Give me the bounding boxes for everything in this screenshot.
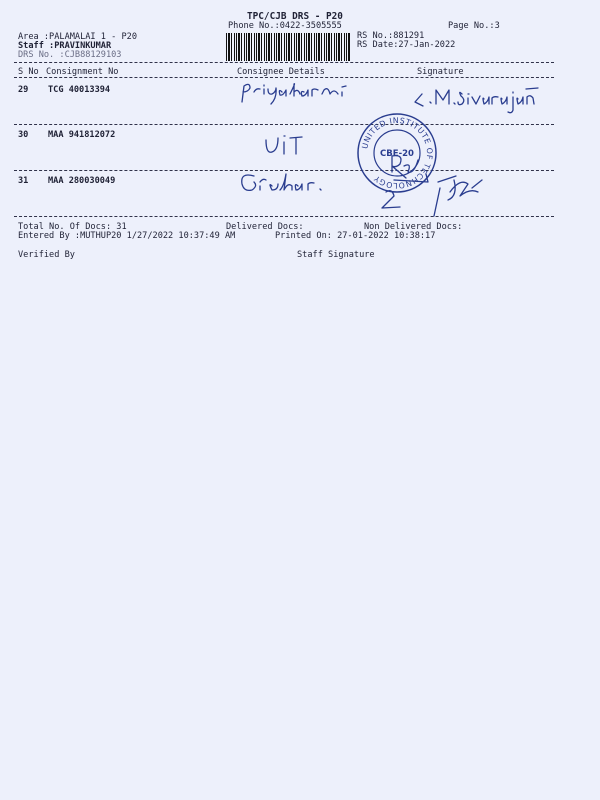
row-consignment: MAA 280030049 (48, 176, 116, 186)
receiver-signature (378, 152, 498, 222)
divider (14, 216, 554, 217)
consignee-handwriting (238, 80, 368, 110)
entered-by: Entered By :MUTHUP20 1/27/2022 10:37:49 AM (18, 231, 236, 241)
non-delivered-docs: Non Delivered Docs: (364, 222, 463, 232)
drs-number: DRS No. :CJB88129103 (18, 50, 122, 60)
row-sno: 29 (18, 85, 29, 95)
staff-label: Staff :PRAVINKUMAR (18, 41, 112, 51)
page-number: Page No.:3 (448, 21, 500, 31)
stamp-ring-text: UNITED INSTITUTE OF TECHNOLOGY (360, 115, 435, 191)
stamp-center-text: CBE-20 (380, 149, 414, 159)
delivered-docs: Delivered Docs: (226, 222, 304, 232)
rs-number: RS No.:881291 (357, 31, 425, 41)
col-consignee: Consignee Details (237, 67, 325, 77)
rs-date: RS Date:27-Jan-2022 (357, 40, 456, 50)
verified-by: Verified By (18, 250, 75, 260)
consignee-handwriting (236, 168, 336, 202)
col-sno: S No (18, 67, 39, 77)
printed-on: Printed On: 27-01-2022 10:38:17 (275, 231, 436, 241)
row-consignment: MAA 941812072 (48, 130, 116, 140)
row-consignment: TCG 40013394 (48, 85, 111, 95)
col-signature: Signature (417, 67, 464, 77)
staff-signature-label: Staff Signature (297, 250, 375, 260)
row-sno: 30 (18, 130, 29, 140)
phone-number: Phone No.:0422-3505555 (228, 21, 342, 31)
area-label: Area :PALAMALAI 1 - P20 (18, 32, 137, 42)
divider (14, 77, 554, 78)
col-consignment: Consignment No (46, 67, 119, 77)
divider (14, 124, 554, 125)
total-docs: Total No. Of Docs: 31 (18, 222, 127, 232)
divider (14, 62, 554, 63)
consignee-handwriting (262, 132, 322, 162)
row-sno: 31 (18, 176, 29, 186)
barcode (226, 33, 350, 61)
document-title: TPC/CJB DRS - P20 (247, 11, 343, 22)
